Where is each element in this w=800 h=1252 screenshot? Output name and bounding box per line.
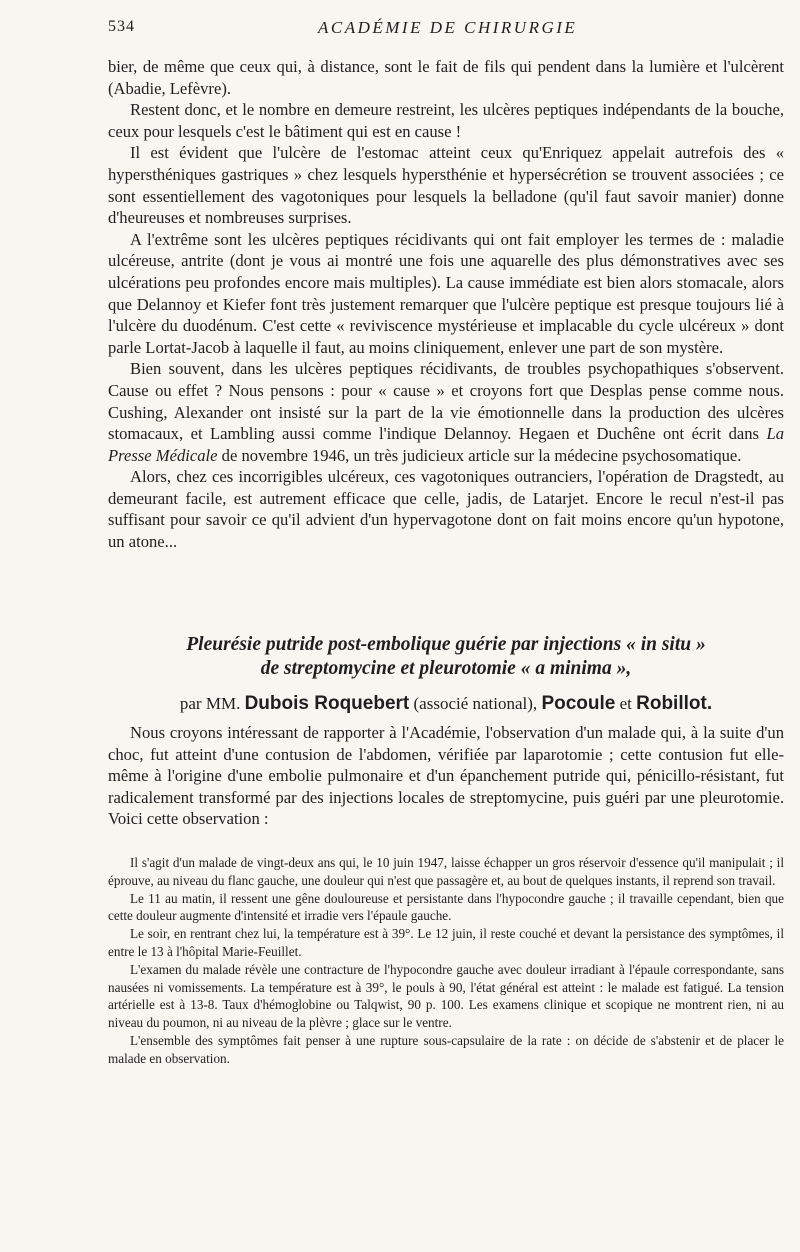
author-name: Pocoule — [541, 693, 616, 714]
article-heading — [108, 633, 784, 715]
text-run: Bien souvent, dans les ulcères peptiques récidivants, de troubles psychopathiques s'observent. Cause ou effet ? Nous pensons : pour « cause » et croyons fort que Desplas pense comme nous. Cushing, Alexander ont insisté sur la part de la vie émotionnelle dans la production des ulcères stomacaux, et Lambling aussi comme l'indique Delannoy. Hegaen et Duchêne ont écrit dans — [108, 359, 784, 444]
paragraph: bier, de même que ceux qui, à distance, sont le fait de fils qui pendent dans la lumière et l'ulcèrent (Abadie, Lefèvre). — [108, 57, 784, 98]
article-introduction — [108, 722, 784, 830]
author-name: Dubois Roquebert — [244, 693, 410, 714]
article-title-line-2: de streptomycine et pleurotomie « a minima », — [260, 658, 632, 679]
author-affiliation: (associé national), — [409, 694, 542, 713]
paragraph — [108, 358, 784, 466]
observation-paragraph: L'examen du malade révèle une contracture de l'hypocondre gauche avec douleur irradiant à l'épaule correspondante, sans nausées ni vomissements. La température est à 39°, le pouls à 90, l'état général est atteint : le malade est fatigué. La tension artérielle est à 13-8. Taux d'hémoglobine ou Talqwist, 90 p. 100. Les examens clinique et scopique ne montrent rien, ni au niveau du poumon, ni au niveau de la plèvre ; glace sur le ventre. — [108, 961, 784, 1031]
previous-article-text — [108, 56, 784, 553]
observation-paragraph: L'ensemble des symptômes fait penser à une rupture sous-capsulaire de la rate : on décide de s'abstenir et de placer le malade en observation. — [108, 1032, 784, 1066]
byline-conjunction: et — [615, 694, 637, 713]
text-run: de novembre 1946, un très judicieux article sur la médecine psychosomatique. — [217, 445, 742, 465]
case-observation — [108, 854, 784, 1068]
paragraph: Il est évident que l'ulcère de l'estomac atteint ceux qu'Enriquez appelait autrefois des « hypersthéniques gastriques » chez lesquels hypersthénie et hypersécrétion se trouvent associées ; ce sont essentiellement des vagotoniques pour lesquels la belladone (qu'il faut savoir manier) donne d'heureuses et nombreuses surprises. — [108, 143, 784, 228]
paragraph: Restent donc, et le nombre en demeure restreint, les ulcères peptiques indépendants de la bouche, ceux pour lesquels c'est le bâtiment qui est en cause ! — [108, 100, 784, 141]
author-name: Robillot. — [636, 693, 713, 714]
page-number: 534 — [108, 18, 135, 35]
byline-prefix: par MM. — [179, 694, 245, 713]
journal-citation: La Presse Médicale — [108, 424, 784, 465]
running-header — [108, 18, 770, 40]
article-title-line-1: Pleurésie putride post-embolique guérie par injections « in situ » — [186, 634, 706, 655]
journal-title: ACADÉMIE DE CHIRURGIE — [318, 18, 578, 37]
observation-paragraph: Le soir, en rentrant chez lui, la température est à 39°. Le 12 juin, il reste couché et devant la persistance des symptômes, il entre le 13 à l'hôpital Marie-Feuillet. — [108, 926, 784, 959]
observation-paragraph: Le 11 au matin, il ressent une gêne douloureuse et persistante dans l'hypocondre gauche ; il travaille cependant, bien que cette douleur augmente d'intensité et irradie vers l'épaule gauche. — [108, 890, 784, 924]
author-byline — [108, 693, 784, 715]
paragraph: Alors, chez ces incorrigibles ulcéreux, ces vagotoniques outranciers, l'opération de Dragstedt, au demeurant facile, est autrement efficace que celle, jadis, de Latarjet. Encore le recul n'est-il pas suffisant pour savoir ce qu'il advient d'un hypervagotone dont on fait moins encore qu'un hypotone, un atone... — [108, 467, 784, 552]
observation-paragraph: Il s'agit d'un malade de vingt-deux ans qui, le 10 juin 1947, laisse échapper un gros réservoir d'essence qu'il manipulait ; il éprouve, au niveau du flanc gauche, une douleur qui n'est que passagère et, au bout de quelques instants, il reprend son travail. — [108, 855, 784, 888]
paragraph: A l'extrême sont les ulcères peptiques récidivants qui ont fait employer les termes de : maladie ulcéreuse, antrite (dont je vous ai montré une fois une aquarelle des plus démonstratives avec ses ulcérations peu profondes encore mais multiples). La cause immédiate est bien alors stomacale, alors que Delannoy et Kiefer font très justement remarquer que l'ulcère peptique est presque toujours lié à l'ulcère du duodénum. C'est cette « reviviscence mystérieuse et implacable du cycle ulcéreux » dont parle Lortat-Jacob à laquelle il faut, au moins cliniquement, enlever une part de son mystère. — [108, 229, 784, 357]
paragraph: Nous croyons intéressant de rapporter à l'Académie, l'observation d'un malade qui, à la suite d'un choc, fut atteint d'une contusion de l'abdomen, vérifiée par laparotomie ; cette contusion fut elle-même à l'origine d'une embolie pulmonaire et d'un épanchement putride qui, pénicillo-résistant, fut radicalement transformé par des injections locales de streptomycine, puis guéri par une pleurotomie. Voici cette observation : — [108, 723, 784, 829]
